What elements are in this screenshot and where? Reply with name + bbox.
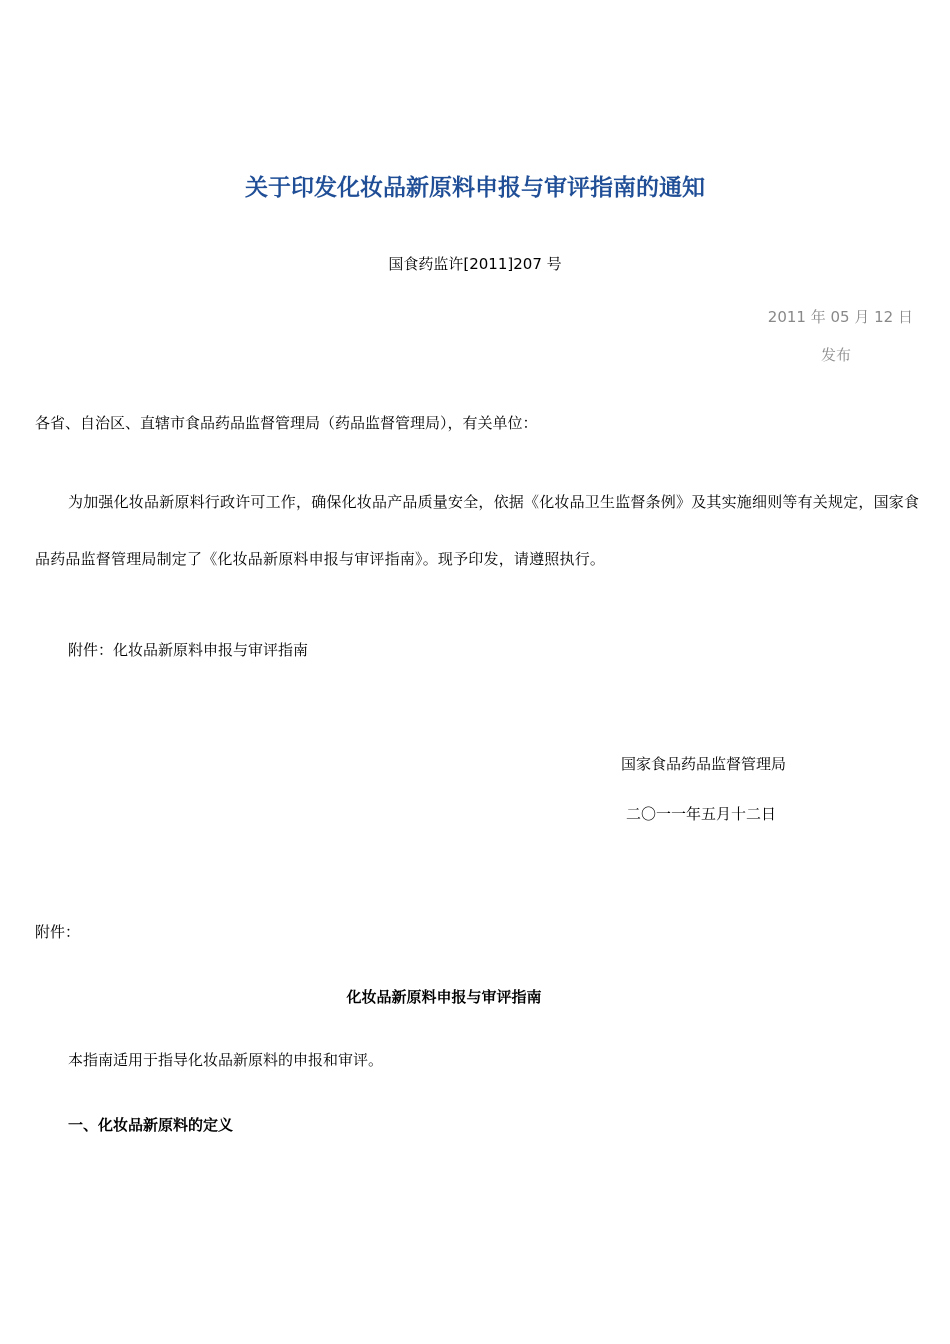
signature-date: 二〇一一年五月十二日 xyxy=(626,805,777,823)
attachment-label: 附件： xyxy=(35,923,81,941)
attachment-line: 附件：化妆品新原料申报与审评指南 xyxy=(68,641,309,659)
document-title: 关于印发化妆品新原料申报与审评指南的通知 xyxy=(245,175,705,201)
guide-intro: 本指南适用于指导化妆品新原料的申报和审评。 xyxy=(68,1051,384,1069)
publish-date: 2011 年 05 月 12 日 xyxy=(767,308,913,326)
body-paragraph: 为加强化妆品新原料行政许可工作，确保化妆品产品质量安全，依据《化妆品卫生监督条例》及其实施细则等有关规定，国家食品药品监督管理局制定了《化妆品新原料申报与审评指南》。现予印发，请遵照执行。 xyxy=(35,493,920,568)
salutation: 各省、自治区、直辖市食品药品监督管理局（药品监督管理局），有关单位： xyxy=(35,414,538,432)
publish-label: 发布 xyxy=(821,346,852,364)
guide-title: 化妆品新原料申报与审评指南 xyxy=(346,988,542,1006)
issuer-name: 国家食品药品监督管理局 xyxy=(621,755,787,773)
document-number: 国食药监许[2011]207 号 xyxy=(388,255,562,273)
section-heading: 一、化妆品新原料的定义 xyxy=(68,1116,234,1134)
